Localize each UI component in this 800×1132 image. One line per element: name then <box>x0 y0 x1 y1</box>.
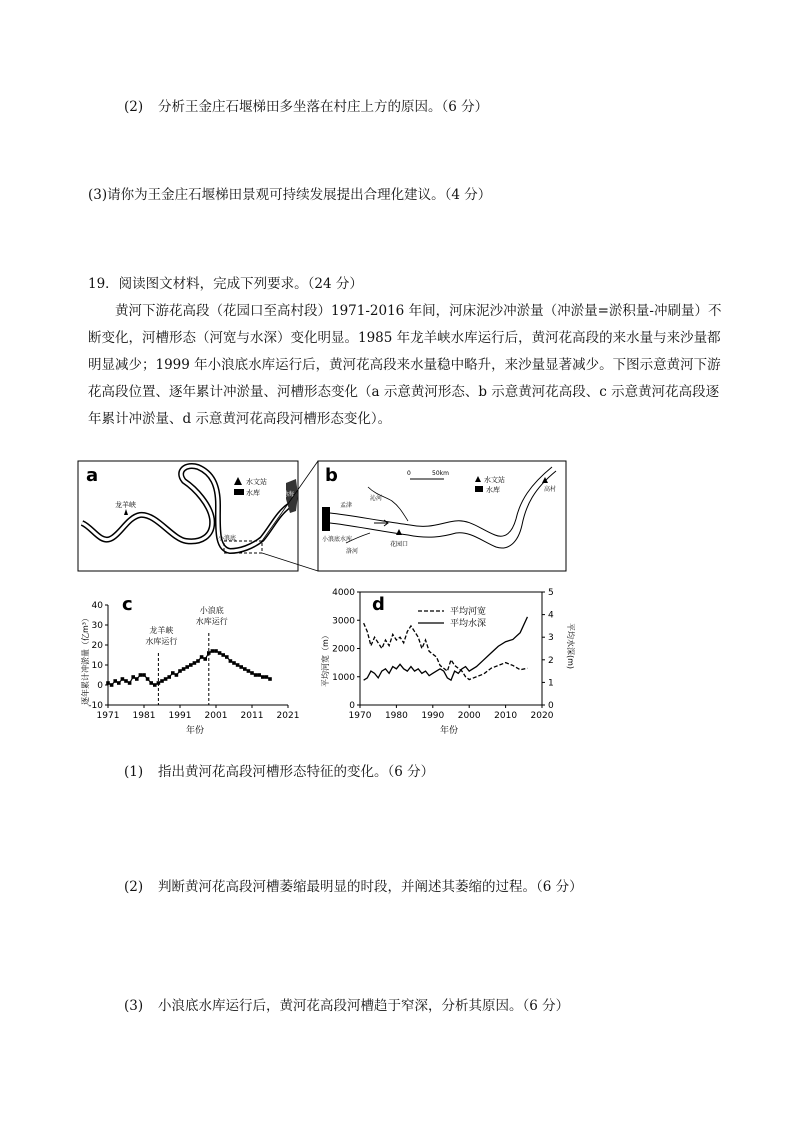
chart-d-ytick-left-label: 1000 <box>332 672 355 683</box>
chart-d-panel-label: d <box>372 594 385 615</box>
chart-c-xtick-label: 2011 <box>240 711 264 721</box>
chart-c-point <box>203 657 207 661</box>
chart-c-point <box>149 681 153 685</box>
chart-c-ytick-label: 0 <box>97 681 103 691</box>
question-3-top <box>88 185 491 205</box>
chart-c-ytick-label: 30 <box>91 621 103 631</box>
chart-c-point <box>250 671 254 675</box>
chart-c-point <box>211 649 215 653</box>
chart-d-ytick-right-label: 5 <box>548 588 554 598</box>
chart-c-point <box>200 655 204 659</box>
chart-c-point <box>128 681 132 685</box>
chart-c-annotation-label: 水库运行 <box>195 617 228 626</box>
chart-d-xtick-label: 1980 <box>384 711 408 721</box>
map-a <box>78 461 318 571</box>
chart-c-point <box>196 659 200 663</box>
chart-c-ytick-label: 40 <box>91 601 103 611</box>
chart-c-point <box>113 679 117 683</box>
chart-c-annotation-label: 水库运行 <box>145 637 178 646</box>
question-text: 小浪底水库运行后，黄河花高段河槽趋于窄深，分析其原因。（6 分） <box>158 998 570 1014</box>
chart-c-ytick-label: -10 <box>88 701 103 711</box>
chart-c-point <box>268 677 272 681</box>
chart-d-ytick-left-label: 2000 <box>332 644 355 655</box>
map-a-legend-station: 水文站 <box>246 478 267 486</box>
chart-c-point <box>254 673 258 677</box>
scale-50: 50km <box>432 470 449 477</box>
chart-c-xtick-label: 2021 <box>276 711 300 721</box>
chart-d-ytick-right-label: 1 <box>548 678 554 689</box>
chart-c-point <box>135 677 139 681</box>
chart-c-point <box>232 661 236 665</box>
chart-d-ytick-right-label: 2 <box>548 655 554 666</box>
label-xiaolangdi-a: 小浪底 <box>218 535 237 542</box>
label-longyangxia: 龙羊峡 <box>115 501 136 509</box>
q19-sub-2 <box>124 877 583 897</box>
chart-c-point <box>189 663 193 667</box>
chart-d-series-width <box>364 623 528 680</box>
chart-c-xtick-label: 1981 <box>132 711 156 721</box>
q19-sub-1 <box>124 762 434 782</box>
chart-c-point <box>247 669 251 673</box>
chart-c-point <box>175 673 179 677</box>
chart-c-point <box>182 667 186 671</box>
chart-c-panel-label: c <box>122 594 133 615</box>
label-mengjin: 孟津 <box>340 502 353 509</box>
scale-0: 0 <box>407 470 411 477</box>
chart-d-xtick-label: 2020 <box>530 711 554 721</box>
chart-d-ytick-left-label: 3000 <box>332 616 355 627</box>
chart-c <box>80 594 299 736</box>
chart-d-ytick-right-label: 3 <box>548 633 554 644</box>
chart-c-xtick-label: 2001 <box>204 711 228 721</box>
chart-c-point <box>178 669 182 673</box>
chart-c-point <box>207 651 211 655</box>
map-b-legend-reservoir: 水库 <box>486 486 500 494</box>
chart-c-point <box>236 663 240 667</box>
chart-c-point <box>121 677 125 681</box>
chart-c-xtick-label: 1991 <box>168 711 192 721</box>
chart-d-ytick-right-label: 4 <box>548 610 554 621</box>
chart-c-point <box>193 661 197 665</box>
map-b-legend-reservoir-icon <box>475 486 483 492</box>
chart-d-xtick-label: 2010 <box>494 711 518 721</box>
map-a-legend-reservoir-icon <box>234 489 244 495</box>
q19-sub-3 <box>124 996 569 1016</box>
chart-d-xtick-label: 2000 <box>457 711 481 721</box>
q19-heading: 19．阅读图文材料，完成下列要求。（24 分） <box>88 276 363 292</box>
chart-d-legend-label: 平均河宽 <box>450 607 487 617</box>
chart-d-xlabel: 年份 <box>440 726 459 736</box>
label-bohai: 渤海 <box>282 491 295 498</box>
chart-d-ylabel-right: 平均水深(m) <box>566 623 575 670</box>
chart-c-point <box>153 683 157 687</box>
chart-d-legend-label: 平均水深 <box>450 619 487 629</box>
chart-c-annotation-label: 龙羊峡 <box>149 626 174 635</box>
chart-c-point <box>171 671 175 675</box>
question-number: (2) <box>124 99 144 115</box>
chart-c-point <box>110 683 114 687</box>
map-b-panel-label: b <box>325 465 338 486</box>
chart-c-point <box>160 679 164 683</box>
chart-d-ylabel-left: 平均河宽（m） <box>321 631 330 687</box>
chart-c-point <box>229 659 233 663</box>
map-a-panel-label: a <box>86 465 99 486</box>
q19-paragraph: 黄河下游花高段（花园口至高村段）1971-2016 年间，河床泥沙冲淤量（冲淤量=淤积量-冲刷量）不断变化，河槽形态（河宽与水深）变化明显。1985 年龙羊峡水库运行后，黄河花高段的来水量与来沙量都明显减少；1999 年小浪底水库运行后，黄河花高段来水量稳中略升，来沙量显著减少。下图示意黄河下游花高段位置、逐年累计冲淤量、河槽形态变化（a 示意黄河形态、b 示意黄河花高段、c 示意黄河花高段逐年累计冲淤量、d 示意黄河花高段河槽形态变化）。 <box>88 303 722 427</box>
chart-c-point <box>124 679 128 683</box>
question-number: (2) <box>124 879 144 895</box>
chart-d-xtick-label: 1970 <box>348 711 372 721</box>
question-number: (1) <box>124 764 144 780</box>
chart-c-point <box>106 681 110 685</box>
chart-c-point <box>261 675 265 679</box>
chart-c-point <box>167 675 171 679</box>
chart-c-ylabel: 逐年累计冲淤量（亿m³） <box>81 614 90 705</box>
label-huayuankou: 花园口 <box>390 541 409 548</box>
chart-d-series-depth <box>364 617 528 680</box>
chart-c-xlabel: 年份 <box>186 726 205 736</box>
map-b-legend-station: 水文站 <box>484 476 505 484</box>
chart-c-ytick-label: 10 <box>91 661 103 671</box>
label-gaocun: 高村 <box>544 486 557 493</box>
question-text: 判断黄河花高段河槽萎缩最明显的时段，并阐述其萎缩的过程。（6 分） <box>158 879 583 895</box>
label-xiaolangdi-reservoir: 小浪底水库 <box>322 536 353 543</box>
chart-d-ytick-right-label: 0 <box>548 701 554 711</box>
chart-c-point <box>239 665 243 669</box>
chart-d-ytick-left-label: 4000 <box>332 588 355 598</box>
figure <box>0 455 800 755</box>
question-2-top <box>124 97 488 117</box>
chart-c-point <box>185 665 189 669</box>
chart-d-xtick-label: 1990 <box>421 711 445 721</box>
chart-c-point <box>164 677 168 681</box>
question-number: (3) <box>88 187 108 203</box>
question-number: (3) <box>124 998 144 1014</box>
chart-c-point <box>142 673 146 677</box>
chart-c-point <box>265 675 269 679</box>
chart-c-annotation-label: 小浪底 <box>199 606 224 615</box>
question-text: 指出黄河花高段河槽形态特征的变化。（6 分） <box>158 764 435 780</box>
chart-c-point <box>117 681 121 685</box>
chart-c-point <box>221 653 225 657</box>
label-qinhe: 沁河 <box>370 495 383 502</box>
chart-c-point <box>139 673 143 677</box>
xiaolangdi-reservoir-b <box>322 507 330 531</box>
chart-c-point <box>225 655 229 659</box>
chart-c-point <box>243 667 247 671</box>
chart-c-xtick-label: 1971 <box>96 711 120 721</box>
chart-c-point <box>214 649 218 653</box>
chart-c-ytick-label: 20 <box>91 641 103 651</box>
chart-c-point <box>146 677 150 681</box>
chart-c-point <box>257 673 261 677</box>
label-luohe: 洛河 <box>346 548 359 555</box>
map-a-legend-reservoir: 水库 <box>246 489 260 497</box>
chart-d <box>320 588 576 736</box>
chart-c-point <box>157 681 161 685</box>
chart-d-ytick-left-label: 0 <box>349 701 355 711</box>
chart-c-point <box>218 651 222 655</box>
question-text: 分析王金庄石堰梯田多坐落在村庄上方的原因。（6 分） <box>158 99 489 115</box>
question-text: 请你为王金庄石堰梯田景观可持续发展提出合理化建议。（4 分） <box>107 187 492 203</box>
map-b <box>318 461 566 571</box>
chart-c-point <box>131 675 135 679</box>
